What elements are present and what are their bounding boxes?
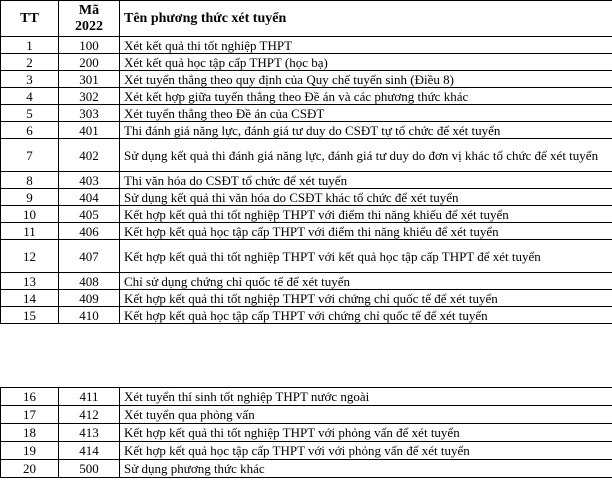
- row-method: Xét tuyển thẳng theo Đề án của CSĐT: [120, 105, 612, 122]
- header-code: [59, 1, 120, 37]
- table-row: [1, 122, 612, 139]
- row-tt: 8: [1, 172, 59, 189]
- row-tt: 3: [1, 71, 59, 88]
- table-row: [1, 460, 612, 478]
- row-code: 407: [59, 240, 120, 273]
- row-method: Kết hợp kết quả học tập cấp THPT với điểm thi năng khiếu để xét tuyển: [120, 223, 612, 240]
- admission-methods-table-continued: [0, 387, 612, 478]
- row-tt: 18: [1, 424, 59, 442]
- row-code: 409: [59, 290, 120, 307]
- row-method: Chỉ sử dụng chứng chỉ quốc tế để xét tuyển: [120, 273, 612, 290]
- row-tt: 13: [1, 273, 59, 290]
- row-method: Xét tuyển thẳng theo quy định của Quy chế tuyển sinh (Điều 8): [120, 71, 612, 88]
- header-tt: TT: [1, 1, 59, 37]
- row-tt: 11: [1, 223, 59, 240]
- row-code: 404: [59, 189, 120, 206]
- table-row: [1, 206, 612, 223]
- header-code-label: Mã: [78, 2, 100, 18]
- row-code: 414: [59, 442, 120, 460]
- row-code: 100: [59, 37, 120, 54]
- table-row: [1, 240, 612, 273]
- table-row: [1, 442, 612, 460]
- row-method: Sử dụng kết quả thi đánh giá năng lực, đánh giá tư duy do đơn vị khác tổ chức để xét tuyển: [120, 139, 612, 172]
- row-tt: 9: [1, 189, 59, 206]
- table-row: [1, 139, 612, 172]
- row-code: 403: [59, 172, 120, 189]
- row-tt: 20: [1, 460, 59, 478]
- row-method: Xét tuyển thí sinh tốt nghiệp THPT nước ngoài: [120, 388, 612, 406]
- row-method: Xét kết quả thi tốt nghiệp THPT: [120, 37, 612, 54]
- row-code: 410: [59, 307, 120, 324]
- row-method: Sử dụng phương thức khác: [120, 460, 612, 478]
- row-code: 406: [59, 223, 120, 240]
- table-row: [1, 388, 612, 406]
- row-tt: 1: [1, 37, 59, 54]
- header-code-year: 2022: [75, 18, 103, 34]
- table-row: [1, 189, 612, 206]
- row-tt: 15: [1, 307, 59, 324]
- row-tt: 5: [1, 105, 59, 122]
- row-method: Xét kết quả học tập cấp THPT (học bạ): [120, 54, 612, 71]
- header-method-name: Tên phương thức xét tuyển: [120, 1, 612, 37]
- row-code: 303: [59, 105, 120, 122]
- row-tt: 6: [1, 122, 59, 139]
- row-method: Xét tuyển qua phỏng vấn: [120, 406, 612, 424]
- row-code: 413: [59, 424, 120, 442]
- table-header-row: [1, 1, 612, 37]
- table-row: [1, 54, 612, 71]
- row-code: 405: [59, 206, 120, 223]
- row-tt: 10: [1, 206, 59, 223]
- row-code: 401: [59, 122, 120, 139]
- row-method: Kết hợp kết quả thi tốt nghiệp THPT với kết quả học tập cấp THPT để xét tuyển: [120, 240, 612, 273]
- row-method: Kết hợp kết quả thi tốt nghiệp THPT với phỏng vấn để xét tuyển: [120, 424, 612, 442]
- table-row: [1, 290, 612, 307]
- table-row: [1, 424, 612, 442]
- row-tt: 16: [1, 388, 59, 406]
- row-tt: 17: [1, 406, 59, 424]
- row-tt: 19: [1, 442, 59, 460]
- table-row: [1, 273, 612, 290]
- table-row: [1, 223, 612, 240]
- table-row: [1, 172, 612, 189]
- row-tt: 2: [1, 54, 59, 71]
- row-tt: 14: [1, 290, 59, 307]
- row-tt: 7: [1, 139, 59, 172]
- row-code: 402: [59, 139, 120, 172]
- row-method: Kết hợp kết quả học tập cấp THPT với với phỏng vấn để xét tuyển: [120, 442, 612, 460]
- table-row: [1, 307, 612, 324]
- table-row: [1, 406, 612, 424]
- row-method: Kết hợp kết quả thi tốt nghiệp THPT với điểm thi năng khiếu để xét tuyển: [120, 206, 612, 223]
- table-row: [1, 105, 612, 122]
- row-method: Thi đánh giá năng lực, đánh giá tư duy do CSĐT tự tổ chức để xét tuyển: [120, 122, 612, 139]
- row-method: Kết hợp kết quả thi tốt nghiệp THPT với chứng chỉ quốc tế để xét tuyển: [120, 290, 612, 307]
- row-method: Sử dụng kết quả thi văn hóa do CSĐT khác tổ chức để xét tuyển: [120, 189, 612, 206]
- row-code: 500: [59, 460, 120, 478]
- row-code: 412: [59, 406, 120, 424]
- row-method: Xét kết hợp giữa tuyển thẳng theo Đề án và các phương thức khác: [120, 88, 612, 105]
- table-row: [1, 88, 612, 105]
- row-code: 302: [59, 88, 120, 105]
- row-code: 200: [59, 54, 120, 71]
- row-tt: 12: [1, 240, 59, 273]
- row-tt: 4: [1, 88, 59, 105]
- row-code: 411: [59, 388, 120, 406]
- table-row: [1, 37, 612, 54]
- table-row: [1, 71, 612, 88]
- row-code: 301: [59, 71, 120, 88]
- row-method: Kết hợp kết quả học tập cấp THPT với chứng chỉ quốc tế để xét tuyển: [120, 307, 612, 324]
- row-code: 408: [59, 273, 120, 290]
- row-method: Thi văn hóa do CSĐT tổ chức để xét tuyển: [120, 172, 612, 189]
